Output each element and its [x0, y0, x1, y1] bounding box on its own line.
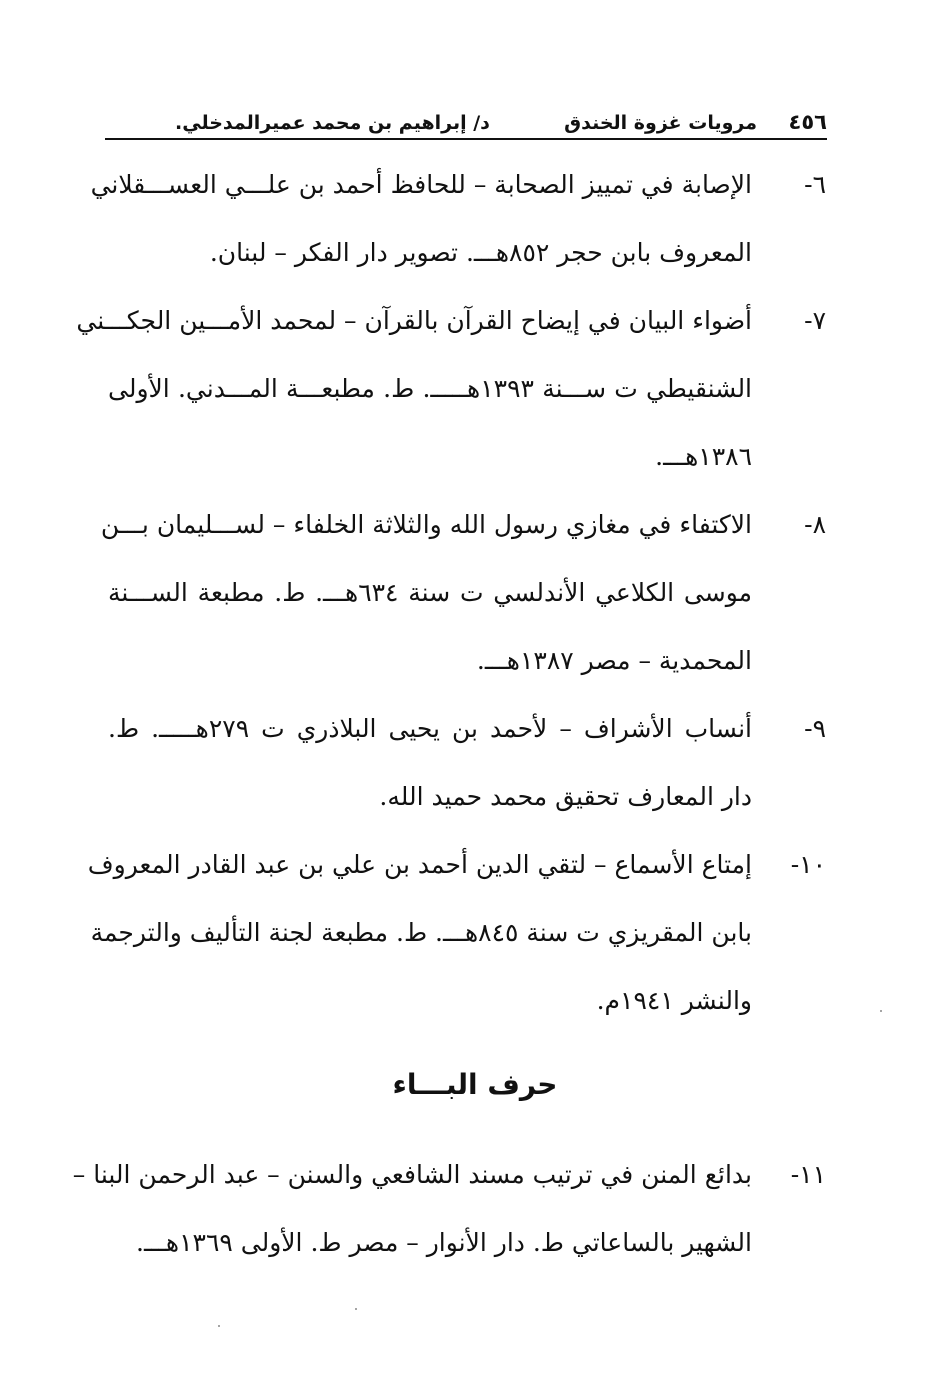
- entry-line: أنساب الأشراف – لأحمد بن يحيى البلاذري ت ٢٧٩هـــــ. ط.: [108, 714, 753, 743]
- entry-number: ١١-: [790, 1160, 826, 1189]
- page-number: ٤٥٦: [788, 110, 827, 134]
- entry-line: الاكتفاء في مغازي رسول الله والثلاثة الخلفاء – لســـليمان بـــن: [100, 510, 752, 539]
- entry-number: ٨-: [804, 510, 826, 539]
- entry-number: ٧-: [804, 306, 826, 335]
- entry-line: الشنقيطي ت ســـنة ١٣٩٣هـــــ. ط. مطبعـــة المـــدني. الأولى: [108, 374, 753, 403]
- scan-speck: [880, 1010, 882, 1012]
- entry-line: موسى الكلاعي الأندلسي ت سنة ٦٣٤هـــ. ط. مطبعة الســـنة: [108, 578, 752, 607]
- entry-number: ١٠-: [790, 850, 826, 879]
- scan-speck: [218, 1325, 220, 1327]
- entry-line: والنشر ١٩٤١م.: [596, 986, 752, 1015]
- entry-line: أضواء البيان في إيضاح القرآن بالقرآن – لمحمد الأمـــين الجكـــني: [76, 306, 752, 335]
- entry-line: دار المعارف تحقيق محمد حميد الله.: [379, 782, 752, 811]
- entry-line: إمتاع الأسماع – لتقي الدين أحمد بن علي بن عبد القادر المعروف: [87, 850, 752, 879]
- entry-line: المعروف بابن حجر ٨٥٢هـــ. تصوير دار الفكر – لبنان.: [209, 238, 752, 267]
- book-title: مرويات غزوة الخندق: [564, 112, 757, 134]
- scan-speck: [355, 1308, 357, 1310]
- section-heading: حرف البـــاء: [392, 1068, 558, 1101]
- entry-line: بدائع المنن في ترتيب مسند الشافعي والسنن – عبد الرحمن البنا –: [72, 1160, 752, 1189]
- header-rule: [105, 138, 827, 140]
- running-header: [105, 104, 827, 138]
- entry-line: ١٣٨٦هـــ.: [655, 442, 752, 471]
- entry-number: ٩-: [804, 714, 826, 743]
- entry-line: بابن المقريزي ت سنة ٨٤٥هـــ. ط. مطبعة لجنة التأليف والترجمة: [90, 918, 752, 947]
- entry-line: الشهير بالساعاتي ط. دار الأنوار – مصر ط. الأولى ١٣٦٩هـــ.: [136, 1228, 752, 1257]
- entry-line: الإصابة في تمييز الصحابة – للحافظ أحمد بن علـــي العســـقلاني: [90, 170, 752, 199]
- entry-line: المحمدية – مصر ١٣٨٧هـــ.: [476, 646, 752, 675]
- author-name: د/ إبراهيم بن محمد عميرالمدخلي.: [175, 112, 490, 134]
- entry-number: ٦-: [804, 170, 826, 199]
